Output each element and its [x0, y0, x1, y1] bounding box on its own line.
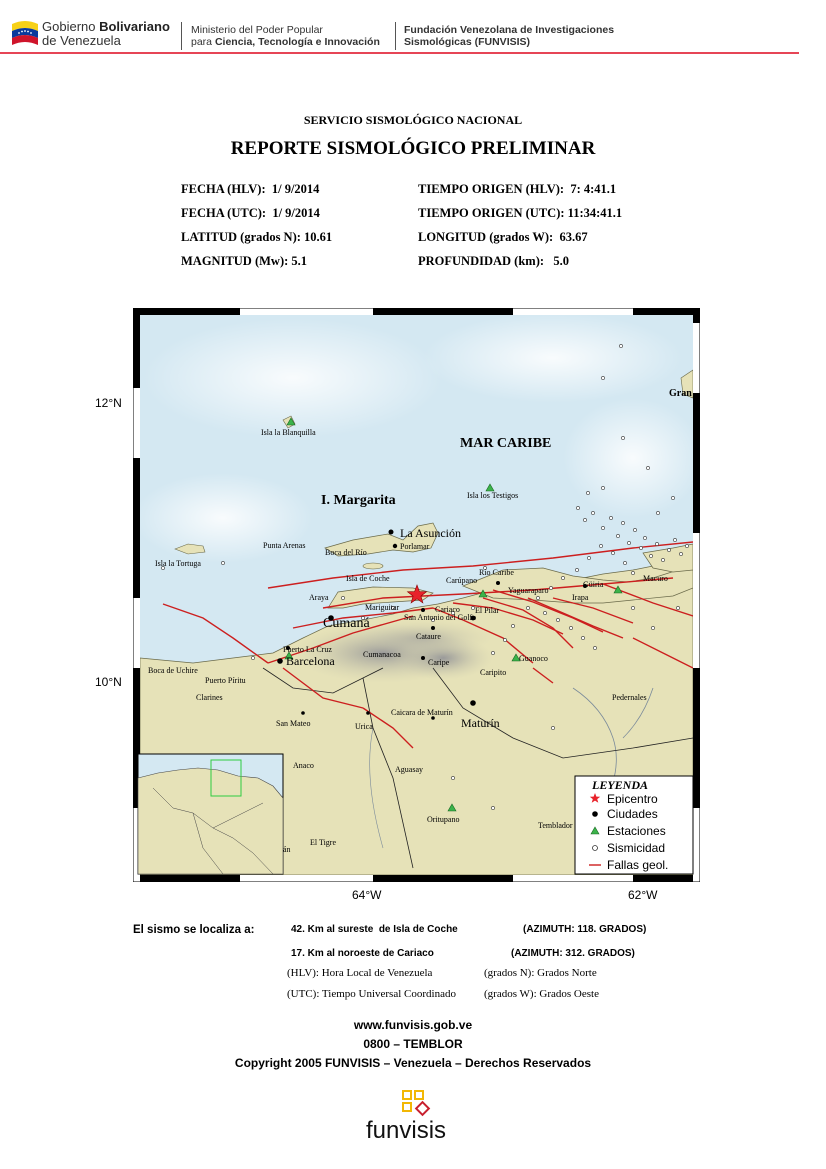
place-boca-uchire: Boca de Uchire	[148, 666, 198, 675]
header-divider	[0, 52, 799, 54]
place-irapa: Irapa	[572, 593, 589, 602]
tiempo-utc: TIEMPO ORIGEN (UTC): 11:34:41.1	[418, 206, 623, 220]
fundacion-name	[404, 24, 614, 48]
place-caripito: Caripito	[480, 668, 507, 677]
lat-label-10: 10°N	[95, 675, 122, 689]
venezuela-flag-logo	[10, 18, 40, 50]
place-cumanacoa: Cumanacoa	[363, 650, 401, 659]
funvisis-logo-text: funvisis	[366, 1117, 447, 1144]
place-blanquilla: Isla la Blanquilla	[261, 428, 316, 437]
place-anaco: Anaco	[293, 761, 314, 770]
profundidad: PROFUNDIDAD (km): 5.0	[418, 254, 570, 268]
tiempo-hlv: TIEMPO ORIGEN (HLV): 7: 4:41.1	[418, 182, 617, 196]
location-line2: 17. Km al noroeste de Cariaco	[291, 948, 434, 959]
place-cumana: Cumaná	[323, 616, 370, 631]
location-label: El sismo se localiza a:	[133, 924, 255, 936]
website-link[interactable]: www.funvisis.gob.ve	[353, 1018, 473, 1032]
fecha-hlv: FECHA (HLV): 1/ 9/2014	[181, 182, 320, 196]
place-la-asuncion: La Asunción	[400, 526, 461, 540]
location-line1: 42. Km al sureste de Isla de Coche	[291, 924, 458, 935]
place-an: án	[283, 845, 291, 854]
sea-label: MAR CARIBE	[460, 436, 552, 451]
ministry-line2-b: Ciencia, Tecnología e Innovación	[214, 36, 380, 48]
note-hlv: (HLV): Hora Local de Venezuela	[287, 967, 433, 979]
legend-fallas: Fallas geol.	[607, 858, 669, 872]
magnitud: MAGNITUD (Mw): 5.1	[181, 254, 308, 268]
place-macuro: Macuro	[643, 574, 668, 583]
latitud: LATITUD (grados N): 10.61	[181, 230, 333, 244]
place-pedernales: Pedernales	[612, 693, 647, 702]
place-punta-arenas: Punta Arenas	[263, 541, 306, 550]
report-title: REPORTE SISMOLÓGICO PRELIMINAR	[230, 138, 596, 159]
place-barcelona: Barcelona	[286, 654, 335, 668]
place-san-mateo: San Mateo	[276, 719, 311, 728]
location-azimuth1: (AZIMUTH: 118. GRADOS)	[523, 924, 647, 935]
place-puerto-piritu: Puerto Píritu	[205, 676, 246, 685]
copyright: Copyright 2005 FUNVISIS – Venezuela – Derechos Reservados	[234, 1056, 592, 1070]
gov-line1-a: Gobierno	[42, 19, 100, 34]
ministry-name	[191, 24, 380, 48]
header-separator	[181, 22, 182, 50]
place-coche: Isla de Coche	[346, 574, 390, 583]
legend-ciudades: Ciudades	[607, 807, 658, 821]
place-oritupano: Oritupano	[427, 815, 460, 824]
place-puerto-la-cruz: Puerto La Cruz	[283, 645, 332, 654]
note-w: (grados W): Grados Oeste	[484, 988, 599, 1000]
place-cataure: Cataure	[416, 632, 441, 641]
place-san-antonio: San Antonio del Golfo	[404, 613, 477, 622]
place-caripe: Caripe	[428, 658, 450, 667]
place-aguasay: Aguasay	[395, 765, 423, 774]
lon-label-62: 62°W	[628, 888, 658, 902]
place-caicara: Caicara de Maturín	[391, 708, 453, 717]
note-n: (grados N): Grados Norte	[484, 967, 597, 979]
gov-line1-b: Bolivariano	[99, 19, 170, 34]
ministry-line1: Ministerio del Poder Popular	[191, 24, 323, 36]
place-carupano: Carúpano	[446, 576, 478, 585]
place-gran: Gran	[669, 388, 692, 399]
location-azimuth2: (AZIMUTH: 312. GRADOS)	[511, 948, 635, 959]
ministry-line2-a: para	[191, 36, 215, 48]
place-clarines: Clarines	[196, 693, 223, 702]
legend-estaciones: Estaciones	[607, 824, 666, 838]
place-boca-rio: Boca del Río	[325, 548, 367, 557]
header-separator	[395, 22, 396, 50]
fundacion-line2: Sismológicas (FUNVISIS)	[404, 36, 531, 48]
place-araya: Araya	[309, 593, 329, 602]
place-cariaco: Cariaco	[435, 605, 460, 614]
place-guanoco: Guanoco	[519, 654, 548, 663]
place-yaguaraparo: Yaguaraparo	[508, 586, 549, 595]
map-labels	[133, 308, 700, 882]
place-mariguitar: Mariguitar	[365, 603, 400, 612]
service-title: SERVICIO SISMOLÓGICO NACIONAL	[303, 113, 523, 127]
longitud: LONGITUD (grados W): 63.67	[418, 230, 588, 244]
funvisis-logo-icon	[401, 1089, 435, 1119]
fecha-utc: FECHA (UTC): 1/ 9/2014	[181, 206, 320, 220]
place-rio-caribe: Río Caribe	[479, 568, 514, 577]
legend-sismicidad: Sismicidad	[607, 841, 666, 855]
place-testigos: Isla los Testigos	[467, 491, 519, 500]
fundacion-line1: Fundación Venezolana de Investigaciones	[404, 24, 615, 36]
place-maturin: Maturín	[461, 716, 500, 730]
lat-label-12: 12°N	[95, 396, 122, 410]
place-temblador: Temblador	[538, 821, 573, 830]
legend-title: LEYENDA	[592, 778, 649, 792]
place-el-pilar: El Pilar	[475, 606, 500, 615]
place-urica: Urica	[355, 722, 373, 731]
lon-label-64: 64°W	[352, 888, 382, 902]
place-porlamar: Porlamar	[400, 542, 430, 551]
margarita-label: I. Margarita	[321, 493, 396, 508]
gov-line2: de Venezuela	[42, 33, 121, 48]
place-el-tigre: El Tigre	[310, 838, 337, 847]
government-name	[42, 20, 170, 48]
legend-epicentro: Epicentro	[607, 792, 658, 806]
place-tortuga: Isla la Tortuga	[155, 559, 201, 568]
note-utc: (UTC): Tiempo Universal Coordinado	[287, 988, 456, 1000]
phone-line: 0800 – TEMBLOR	[363, 1037, 463, 1051]
place-guiria: Güiria	[583, 580, 604, 589]
